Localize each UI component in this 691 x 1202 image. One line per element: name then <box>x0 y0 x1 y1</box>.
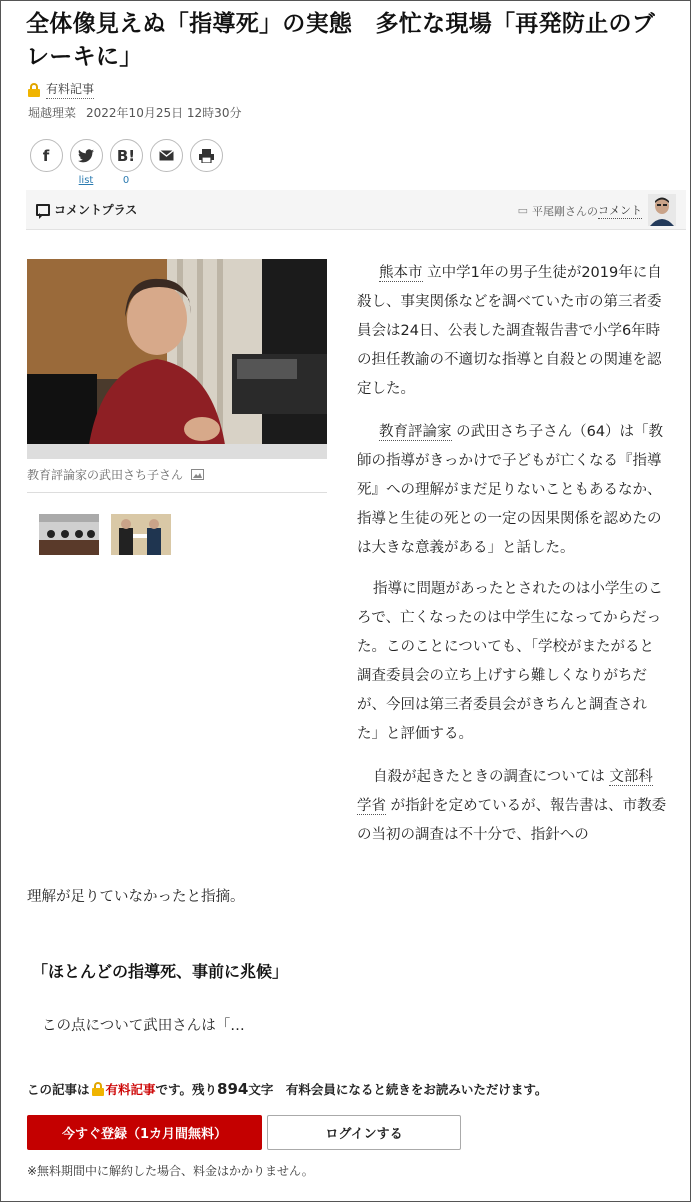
share-count: 0 <box>122 175 130 186</box>
paragraph-text: 立中学1年の男子生徒が2019年に自殺し、事実関係などを調べていた市の第三者委員会は24日、公表した調査報告書で小学6年時の担任教諭の不適切な指導と自殺との関連を認定した。 <box>357 265 662 397</box>
register-button[interactable]: 今すぐ登録（1カ月間無料） <box>27 1115 262 1150</box>
twitter-icon[interactable] <box>70 139 103 172</box>
mail-icon[interactable] <box>150 139 183 172</box>
paragraph-3 <box>357 575 667 749</box>
image-gallery-icon[interactable] <box>191 469 204 480</box>
hatena-bookmark-icon[interactable]: B! <box>110 139 143 172</box>
keyword-link[interactable]: 熊本市 <box>379 265 423 281</box>
byline <box>28 104 241 121</box>
paragraph-text: の武田さち子さん（64）は「教師の指導がきっかけで子どもが亡くなる『指導死』への理解がまだ足りないこともあるなか、指導と生徒の死との一定の因果関係を認めたのは大きな意義がある」と話した。 <box>357 424 664 556</box>
free-trial-note: ※無料期間中に解約した場合、料金はかかりません。 <box>27 1164 314 1178</box>
paywall-text: この記事は <box>27 1082 90 1097</box>
author-name: 堀越理菜 <box>28 106 77 120</box>
comment-plus-logo[interactable] <box>36 201 137 218</box>
thumbnail-1[interactable] <box>39 514 99 555</box>
paragraph-2 <box>357 418 667 563</box>
paywall-text: です。残り <box>155 1082 218 1097</box>
section-heading: 「ほとんどの指導死、事前に兆候」 <box>32 962 289 981</box>
paragraph-text: 指導に問題があったとされたのは小学生のころで、亡くなったのは中学生になってからだった。このことについても、「学校がまたがると調査委員会の立ち上げすら難しくなりがちだが、今回は第三者委員会がきちんと調査された」と評価する。 <box>357 581 663 742</box>
speech-bubble-icon: ▭ <box>517 204 528 217</box>
share-print[interactable] <box>186 139 226 187</box>
paragraph-text: が指針を定めているが、報告書は、市教委の当初の調査は不十分で、指針への <box>357 798 667 843</box>
paywall-premium-label: 有料記事 <box>105 1082 156 1097</box>
paragraph-4-tail: 理解が足りていなかったと指摘。 <box>27 889 245 905</box>
facebook-icon[interactable]: f <box>30 139 63 172</box>
keyword-link[interactable]: 文部科学省 <box>357 769 653 814</box>
thumbnail-2[interactable] <box>111 514 171 555</box>
premium-label: 有料記事 <box>46 80 94 99</box>
remaining-char-count: 894 <box>217 1080 249 1098</box>
share-hatena[interactable] <box>106 139 146 187</box>
paragraph-text: 自殺が起きたときの調査については <box>373 769 610 785</box>
share-twitter[interactable] <box>66 139 106 187</box>
commenter-avatar[interactable] <box>648 194 676 226</box>
share-bar <box>26 139 226 187</box>
teaser-text: この点について武田さんは「… <box>42 1018 245 1034</box>
comment-icon <box>36 204 50 216</box>
premium-badge[interactable] <box>28 80 94 99</box>
commenter-name: 平尾剛さんの <box>532 204 598 218</box>
commenter-info[interactable] <box>518 202 642 219</box>
comment-plus-bar <box>26 190 686 230</box>
share-mail[interactable] <box>146 139 186 187</box>
photo-caption <box>27 466 204 483</box>
share-facebook[interactable] <box>26 139 66 187</box>
comment-link[interactable]: コメント <box>598 204 642 217</box>
print-icon[interactable] <box>190 139 223 172</box>
keyword-link[interactable]: 教育評論家 <box>379 424 452 440</box>
article-photo[interactable] <box>27 259 327 459</box>
article-title: 全体像見えぬ「指導死」の実態 多忙な現場「再発防止のブレーキに」 <box>26 11 656 70</box>
divider <box>27 492 327 493</box>
lock-icon <box>92 1082 104 1096</box>
login-button[interactable]: ログインする <box>267 1115 461 1150</box>
lock-icon <box>28 83 40 97</box>
caption-text: 教育評論家の武田さち子さん <box>27 468 184 482</box>
article-body-right <box>357 259 667 850</box>
paragraph-1 <box>357 259 667 404</box>
paragraph-4 <box>357 763 667 850</box>
comment-plus-label: コメントプラス <box>54 203 138 217</box>
paywall-text: 文字 有料会員になると続きをお読みいただけます。 <box>248 1082 548 1097</box>
paywall-message <box>27 1080 547 1098</box>
publish-date: 2022年10月25日 12時30分 <box>86 106 242 120</box>
share-count-list[interactable]: list <box>78 175 94 186</box>
